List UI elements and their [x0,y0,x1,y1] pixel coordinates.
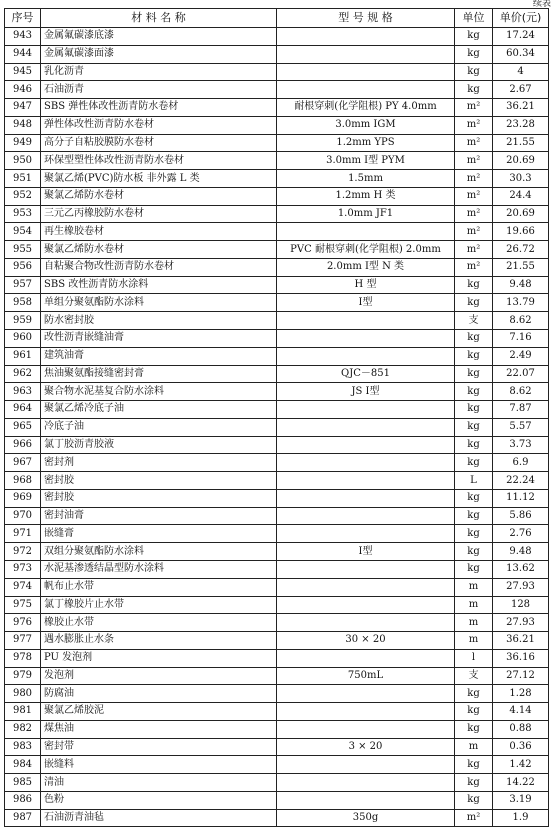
cell-price: 27.93 [493,614,549,632]
cell-no: 944 [5,45,41,63]
cell-no: 984 [5,756,41,774]
cell-unit: kg [455,436,493,454]
cell-no: 971 [5,525,41,543]
table-row [5,134,549,152]
cell-unit: kg [455,418,493,436]
cell-spec [277,720,455,738]
cell-name: PU 发泡剂 [41,649,277,667]
cell-price: 4.14 [493,703,549,721]
table-row [5,152,549,170]
header-unit: 单位 [455,9,493,28]
cell-spec: 1.0mm JF1 [277,205,455,223]
cell-spec [277,578,455,596]
cell-name: 防腐油 [41,685,277,703]
cell-price: 13.79 [493,294,549,312]
table-row [5,63,549,81]
cell-name: 冷底子油 [41,418,277,436]
cell-unit: L [455,472,493,490]
cell-no: 987 [5,809,41,827]
cell-no: 986 [5,791,41,809]
cell-spec: Ⅰ型 [277,543,455,561]
cell-name: 聚氯乙烯(PVC)防水板 非外露 L 类 [41,170,277,188]
cell-price: 17.24 [493,28,549,46]
cell-name: 建筑油膏 [41,347,277,365]
cell-no: 951 [5,170,41,188]
header-spec: 型 号 规 格 [277,9,455,28]
cell-name: 金属氟碳漆面漆 [41,45,277,63]
cell-no: 964 [5,401,41,419]
cell-name: 双组分聚氨酯防水涂料 [41,543,277,561]
cell-name: 自粘聚合物改性沥青防水卷材 [41,258,277,276]
cell-no: 954 [5,223,41,241]
cell-price: 20.69 [493,205,549,223]
cell-unit: m [455,596,493,614]
table-row [5,241,549,259]
cell-no: 957 [5,276,41,294]
table-row [5,578,549,596]
table-row [5,738,549,756]
table-row [5,472,549,490]
cell-unit: m² [455,205,493,223]
cell-name: SBS 弹性体改性沥青防水卷材 [41,99,277,117]
cell-unit: kg [455,720,493,738]
table-row [5,223,549,241]
cell-no: 947 [5,99,41,117]
cell-unit: kg [455,45,493,63]
cell-name: 聚氯乙烯防水卷材 [41,241,277,259]
cell-no: 972 [5,543,41,561]
cell-unit: m² [455,258,493,276]
cell-no: 975 [5,596,41,614]
cell-unit: m² [455,241,493,259]
cell-price: 20.69 [493,152,549,170]
cell-name: 弹性体改性沥青防水卷材 [41,116,277,134]
cell-price: 36.21 [493,632,549,650]
cell-name: 密封胶 [41,472,277,490]
cell-no: 960 [5,330,41,348]
cell-unit: l [455,649,493,667]
cell-no: 976 [5,614,41,632]
cell-name: 橡胶止水带 [41,614,277,632]
cell-spec [277,507,455,525]
cell-price: 21.55 [493,258,549,276]
cell-no: 943 [5,28,41,46]
cell-spec: JS Ⅰ型 [277,383,455,401]
cell-no: 968 [5,472,41,490]
cell-no: 963 [5,383,41,401]
cell-name: 色粉 [41,791,277,809]
cell-no: 948 [5,116,41,134]
cell-name: 乳化沥青 [41,63,277,81]
cell-price: 36.16 [493,649,549,667]
cell-price: 22.24 [493,472,549,490]
table-row [5,685,549,703]
cell-unit: kg [455,294,493,312]
cell-spec [277,401,455,419]
cell-name: 石油沥青 [41,81,277,99]
cell-unit: kg [455,330,493,348]
table-row [5,45,549,63]
table-header-row [5,9,549,28]
cell-unit: kg [455,383,493,401]
cell-price: 7.87 [493,401,549,419]
cell-no: 985 [5,774,41,792]
cell-spec: Ⅰ型 [277,294,455,312]
cell-price: 27.93 [493,578,549,596]
table-row [5,774,549,792]
cell-unit: kg [455,347,493,365]
cell-spec [277,560,455,578]
cell-unit: kg [455,28,493,46]
cell-name: 清油 [41,774,277,792]
cell-no: 950 [5,152,41,170]
cell-spec [277,596,455,614]
cell-price: 8.62 [493,383,549,401]
cell-price: 60.34 [493,45,549,63]
cell-no: 967 [5,454,41,472]
cell-spec [277,330,455,348]
cell-unit: kg [455,685,493,703]
cell-no: 946 [5,81,41,99]
cell-spec [277,63,455,81]
cell-spec [277,472,455,490]
cell-price: 3.19 [493,791,549,809]
cell-name: 聚氯乙烯冷底子油 [41,401,277,419]
table-row [5,489,549,507]
cell-price: 8.62 [493,312,549,330]
table-row [5,667,549,685]
cell-price: 3.73 [493,436,549,454]
cell-spec: 1.2mm H 类 [277,187,455,205]
continued-table-note: 续表 [532,0,551,9]
cell-name: 嵌缝膏 [41,525,277,543]
cell-price: 1.28 [493,685,549,703]
cell-name: 氯丁胶沥青胶液 [41,436,277,454]
cell-name: 密封剂 [41,454,277,472]
cell-no: 983 [5,738,41,756]
table-row [5,312,549,330]
table-row [5,756,549,774]
cell-price: 26.72 [493,241,549,259]
cell-name: 聚氯乙烯防水卷材 [41,187,277,205]
cell-no: 958 [5,294,41,312]
cell-name: 再生橡胶卷材 [41,223,277,241]
table-row [5,28,549,46]
cell-name: 密封带 [41,738,277,756]
cell-spec: 1.5mm [277,170,455,188]
cell-spec: H 型 [277,276,455,294]
cell-spec: 耐根穿刺(化学阻根) PY 4.0mm [277,99,455,117]
cell-unit: m² [455,152,493,170]
cell-name: 防水密封胶 [41,312,277,330]
table-row [5,347,549,365]
table-row [5,205,549,223]
cell-price: 0.36 [493,738,549,756]
cell-spec [277,347,455,365]
cell-spec [277,81,455,99]
cell-no: 970 [5,507,41,525]
table-row [5,507,549,525]
cell-no: 977 [5,632,41,650]
cell-spec: 3 × 20 [277,738,455,756]
cell-spec [277,649,455,667]
table-row [5,81,549,99]
cell-no: 978 [5,649,41,667]
cell-unit: 支 [455,667,493,685]
cell-spec [277,614,455,632]
cell-spec [277,223,455,241]
table-row [5,170,549,188]
table-row [5,809,549,827]
cell-spec: PVC 耐根穿刺(化学阻根) 2.0mm [277,241,455,259]
cell-unit: kg [455,454,493,472]
cell-unit: kg [455,774,493,792]
cell-spec: 2.0mm Ⅰ型 N 类 [277,258,455,276]
table-row [5,401,549,419]
cell-price: 9.48 [493,276,549,294]
table-row [5,436,549,454]
table-row [5,649,549,667]
table-row [5,632,549,650]
cell-spec: 350g [277,809,455,827]
cell-name: SBS 改性沥青防水涂料 [41,276,277,294]
table-row [5,187,549,205]
cell-unit: kg [455,525,493,543]
cell-spec [277,45,455,63]
cell-spec: 3.0mm Ⅰ型 PYM [277,152,455,170]
cell-no: 965 [5,418,41,436]
cell-spec [277,685,455,703]
cell-unit: kg [455,507,493,525]
cell-no: 981 [5,703,41,721]
cell-spec [277,703,455,721]
cell-name: 环保型塑性体改性沥青防水卷材 [41,152,277,170]
cell-spec: 750mL [277,667,455,685]
cell-no: 949 [5,134,41,152]
cell-name: 发泡剂 [41,667,277,685]
cell-unit: kg [455,560,493,578]
table-row [5,294,549,312]
cell-spec: QJC－851 [277,365,455,383]
table-row [5,383,549,401]
cell-unit: kg [455,791,493,809]
cell-price: 1.9 [493,809,549,827]
cell-no: 952 [5,187,41,205]
cell-price: 11.12 [493,489,549,507]
header-price: 单价(元) [493,9,549,28]
table-row [5,258,549,276]
cell-name: 嵌缝料 [41,756,277,774]
table-row [5,276,549,294]
cell-price: 30.3 [493,170,549,188]
cell-no: 979 [5,667,41,685]
cell-unit: kg [455,703,493,721]
cell-no: 953 [5,205,41,223]
cell-spec [277,436,455,454]
cell-unit: m [455,632,493,650]
cell-unit: m [455,738,493,756]
cell-price: 0.88 [493,720,549,738]
cell-spec [277,525,455,543]
header-no: 序号 [5,9,41,28]
cell-spec: 3.0mm IGM [277,116,455,134]
cell-spec [277,312,455,330]
cell-name: 金属氟碳漆底漆 [41,28,277,46]
cell-price: 27.12 [493,667,549,685]
cell-price: 19.66 [493,223,549,241]
cell-no: 982 [5,720,41,738]
cell-name: 改性沥青嵌缝油膏 [41,330,277,348]
table-row [5,99,549,117]
cell-name: 水泥基渗透结晶型防水涂料 [41,560,277,578]
cell-price: 24.4 [493,187,549,205]
cell-price: 7.16 [493,330,549,348]
cell-no: 959 [5,312,41,330]
table-row [5,614,549,632]
cell-unit: m² [455,187,493,205]
cell-name: 焦油聚氨酯接缝密封膏 [41,365,277,383]
cell-name: 密封油膏 [41,507,277,525]
cell-name: 氯丁橡胶片止水带 [41,596,277,614]
cell-name: 单组分聚氨酯防水涂料 [41,294,277,312]
cell-price: 22.07 [493,365,549,383]
table-row [5,791,549,809]
cell-price: 1.42 [493,756,549,774]
cell-unit: kg [455,365,493,383]
cell-name: 帆布止水带 [41,578,277,596]
cell-unit: kg [455,81,493,99]
cell-name: 聚合物水泥基复合防水涂料 [41,383,277,401]
cell-unit: kg [455,276,493,294]
cell-no: 969 [5,489,41,507]
table-row [5,720,549,738]
cell-spec: 30 × 20 [277,632,455,650]
cell-spec [277,791,455,809]
header-name: 材 料 名 称 [41,9,277,28]
cell-unit: kg [455,756,493,774]
cell-no: 945 [5,63,41,81]
cell-unit: m² [455,99,493,117]
cell-price: 5.57 [493,418,549,436]
cell-spec [277,489,455,507]
cell-spec [277,756,455,774]
table-row [5,596,549,614]
cell-no: 974 [5,578,41,596]
cell-name: 煤焦油 [41,720,277,738]
cell-no: 956 [5,258,41,276]
material-price-table [4,8,549,827]
cell-name: 聚氯乙烯胶泥 [41,703,277,721]
table-row [5,454,549,472]
cell-name: 石油沥青油毡 [41,809,277,827]
cell-no: 962 [5,365,41,383]
cell-price: 128 [493,596,549,614]
cell-no: 955 [5,241,41,259]
cell-price: 2.49 [493,347,549,365]
cell-price: 2.76 [493,525,549,543]
cell-unit: kg [455,489,493,507]
cell-price: 14.22 [493,774,549,792]
cell-unit: kg [455,543,493,561]
cell-price: 9.48 [493,543,549,561]
cell-unit: m [455,614,493,632]
cell-price: 2.67 [493,81,549,99]
cell-price: 5.86 [493,507,549,525]
cell-spec: 1.2mm YPS [277,134,455,152]
cell-spec [277,418,455,436]
cell-name: 三元乙丙橡胶防水卷材 [41,205,277,223]
table-row [5,330,549,348]
cell-unit: m² [455,809,493,827]
cell-no: 966 [5,436,41,454]
cell-no: 980 [5,685,41,703]
table-body [5,28,549,827]
cell-name: 遇水膨胀止水条 [41,632,277,650]
cell-price: 4 [493,63,549,81]
table-row [5,525,549,543]
cell-price: 13.62 [493,560,549,578]
cell-spec [277,774,455,792]
cell-price: 23.28 [493,116,549,134]
table-row [5,365,549,383]
cell-price: 36.21 [493,99,549,117]
cell-unit: kg [455,63,493,81]
table-row [5,703,549,721]
cell-price: 6.9 [493,454,549,472]
cell-unit: m [455,578,493,596]
cell-unit: kg [455,401,493,419]
table-row [5,116,549,134]
cell-unit: m² [455,223,493,241]
cell-unit: m² [455,170,493,188]
table-row [5,418,549,436]
table-row [5,560,549,578]
cell-unit: m² [455,134,493,152]
cell-no: 961 [5,347,41,365]
cell-spec [277,28,455,46]
cell-name: 高分子自粘胶膜防水卷材 [41,134,277,152]
cell-spec [277,454,455,472]
cell-name: 密封胶 [41,489,277,507]
table-row [5,543,549,561]
cell-unit: 支 [455,312,493,330]
cell-price: 21.55 [493,134,549,152]
cell-unit: m² [455,116,493,134]
cell-no: 973 [5,560,41,578]
